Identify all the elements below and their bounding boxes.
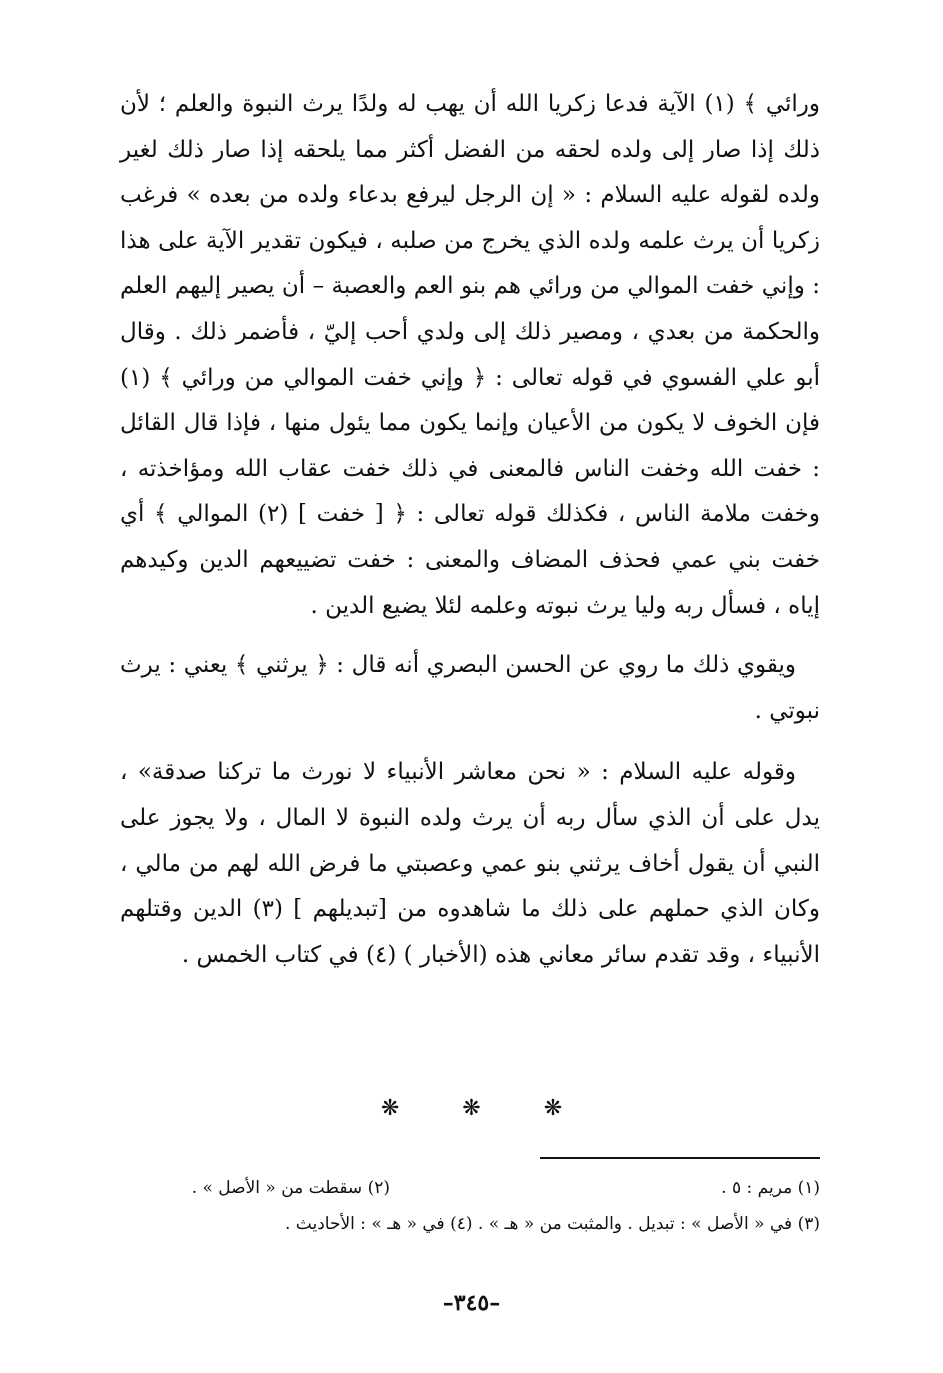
main-text bbox=[120, 82, 820, 978]
asterism-icon: ❋ bbox=[380, 1096, 400, 1121]
footnotes bbox=[130, 1170, 820, 1242]
page-number: –٣٤٥– bbox=[442, 1290, 501, 1316]
footnote-row bbox=[130, 1170, 820, 1206]
asterism-icon: ❋ bbox=[543, 1096, 563, 1121]
paragraph: ويقوي ذلك ما روي عن الحسن البصري أنه قال : ﴿ يرثني ﴾ يعني : يرث نبوتي . bbox=[120, 652, 820, 724]
footnote-1: (١) مريم : ٥ . bbox=[721, 1178, 820, 1198]
footnote-2: (٢) سقطت من « الأصل » . bbox=[191, 1178, 390, 1198]
footnote-row bbox=[130, 1206, 820, 1242]
footnote-3-4: (٣) في « الأصل » : تبديل . والمثبت من « هـ » . (٤) في « هـ » : الأحاديث . bbox=[284, 1214, 820, 1234]
footnote-divider bbox=[540, 1157, 820, 1159]
asterism-icon: ❋ bbox=[462, 1096, 481, 1121]
paragraph: ورائي ﴾ (١) الآية فدعا زكريا الله أن يهب له ولدًا يرث النبوة والعلم ؛ لأن ذلك إذا صار إلى ولده لحقه من الفضل أكثر مما يلحقه إذا صار ذلك لغير ولده لقوله عليه السلام : « إن الرجل ليرفع بدعاء ولده من بعده » فرغب زكريا أن يرث علمه ولده الذي يخرج من صلبه ، فيكون تقدير الآية على هذا : وإني خفت الموالي من ورائي هم بنو العم والعصبة – أن يصير إليهم العلم والحكمة من بعدي ، ومصير ذلك إلى ولدي أحب إليّ ، فأضمر ذلك . وقال أبو علي الفسوي في قوله تعالى : ﴿ وإني خفت الموالي من ورائي ﴾ (١) فإن الخوف لا يكون من الأعيان وإنما يكون مما يئول منها ، فإذا قال القائل : خفت الله وخفت الناس فالمعنى في ذلك خفت عقاب الله ومؤاخذته ، وخفت ملامة الناس ، فكذلك قوله تعالى : ﴿ [ خفت ] (٢) الموالي ﴾ أي خفت بني عمي فحذف المضاف والمعنى : خفت تضييعهم الدين وكيدهم إياه ، فسأل ربه وليا يرث نبوته وعلمه لئلا يضيع الدين . bbox=[120, 91, 821, 619]
section-separator bbox=[0, 1096, 943, 1121]
paragraph: وقوله عليه السلام : « نحن معاشر الأنبياء لا نورث ما تركنا صدقة» ، يدل على أن الذي سأل ربه أن يرث ولده النبوة لا المال ، ولا يجوز على النبي أن يقول أخاف يرثني بنو عمي وعصبتي ما فرض الله لهم من مالي ، وكان الذي حملهم على ذلك ما شاهدوه من [تبديلهم ] (٣) الدين وقتلهم الأنبياء ، وقد تقدم سائر معاني هذه (الأخبار ) (٤) في كتاب الخمس . bbox=[120, 759, 820, 968]
